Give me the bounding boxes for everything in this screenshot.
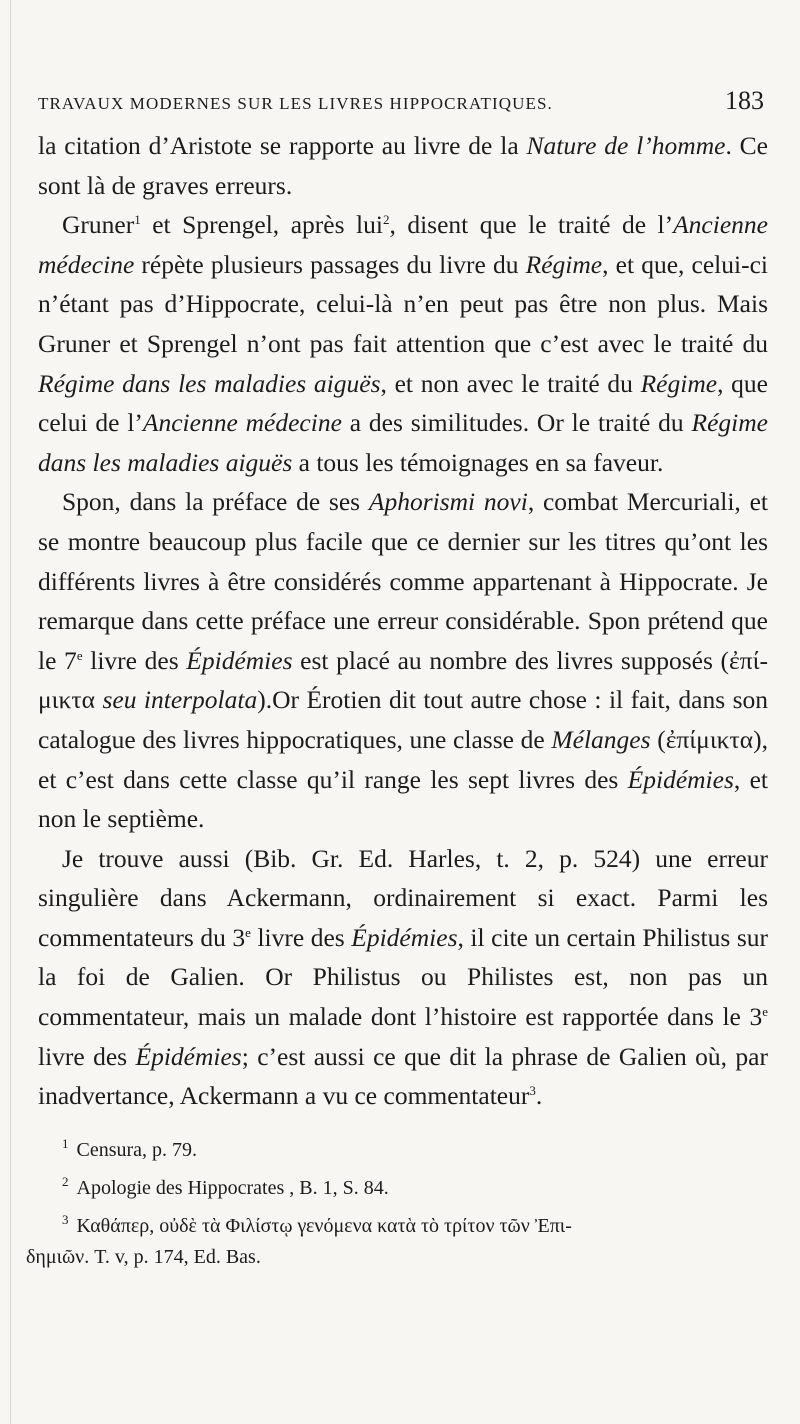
text-run: , et que, celui-ci n’étant pas d’Hippocrate, celui-là n’en peut pas être non plus. Mais Gruner et Sprengel n’ont pas fait attention que c’est avec le traité du	[38, 249, 769, 358]
ordinal-suffix: e	[76, 647, 83, 663]
text-run: Spon, dans la préface de ses	[62, 487, 369, 517]
footnote-text: δημιῶν. T. v, p. 174, Ed. Bas.	[26, 1246, 261, 1268]
body-text	[38, 126, 768, 1116]
book-title: Ancienne médecine	[38, 210, 768, 279]
text-run: ).Or Érotien dit tout autre chose : il fait, dans son catalogue des livres hippocratiques, une classe de	[38, 685, 768, 754]
book-title: Épidémies	[186, 645, 293, 675]
ordinal-suffix: e	[762, 1004, 768, 1020]
footnote-ref: 3	[529, 1083, 536, 1099]
text-run: (ἐπίμικτα), et c’est dans cette classe qu’il range les sept livres des	[38, 724, 769, 794]
paragraph-1	[38, 126, 768, 205]
latin-phrase: seu interpolata	[102, 685, 258, 715]
footnotes	[26, 1128, 752, 1273]
text-run: a des similitudes. Or le traité du	[341, 408, 692, 438]
text-run: et Sprengel, après lui	[140, 210, 383, 240]
running-title: TRAVAUX MODERNES SUR LES LIVRES HIPPOCRATIQUES.	[38, 94, 553, 113]
running-header	[36, 86, 766, 122]
footnote-3-continuation	[26, 1242, 752, 1273]
text-run: , disent que le traité de l’	[389, 210, 674, 240]
text-run: , que celui de l’	[38, 368, 768, 438]
book-title: Régime	[640, 368, 718, 398]
footnote-ref: 2	[382, 212, 390, 228]
text-run: , et non avec le traité du	[380, 368, 641, 398]
text-run: répète plusieurs passages du livre du	[134, 249, 526, 279]
text-run: est placé au nombre des livres supposés (ἐπί-μικτα	[38, 645, 768, 715]
footnote-mark: 3	[62, 1212, 69, 1227]
page-edge-rule	[10, 0, 11, 1424]
text-run: livre des	[38, 1041, 136, 1071]
book-title: Nature de l’homme	[526, 131, 726, 160]
text-run: Gruner	[62, 210, 135, 240]
book-title: Régime	[525, 249, 603, 279]
footnote-2	[62, 1166, 752, 1204]
text-run: la citation d’Aristote se rapporte au livre de la	[38, 131, 527, 160]
page-number: 183	[725, 86, 764, 115]
book-title: Ancienne médecine	[142, 408, 342, 438]
footnote-text: Καθάπερ, οὐδὲ τὰ Φιλίστῳ γενόμενα κατὰ τὸ τρίτον τῶν Ἐπι-	[76, 1215, 572, 1237]
book-title: Épidémies	[627, 764, 734, 794]
text-run: ; c’est aussi ce que dit la phrase de Galien où, par inadvertance, Ackermann a vu ce commentateur	[38, 1041, 768, 1111]
footnote-text: Censura, p. 79.	[76, 1139, 198, 1161]
paragraph-2	[38, 205, 768, 482]
book-title: Mélanges	[551, 724, 651, 754]
text-run: livre des	[82, 645, 187, 675]
book-title: Aphorismi novi	[368, 487, 528, 517]
footnote-mark: 2	[62, 1174, 69, 1189]
ordinal-suffix: e	[245, 924, 251, 940]
text-run: , il cite un certain Philistus sur la foi de Galien. Or Philistus ou Philistes est, non pas un commentateur, mais un malade dont l’histoire est rapportée dans le 3	[38, 922, 769, 1032]
footnote-1	[62, 1128, 752, 1166]
text-run: , et non le septième.	[38, 764, 768, 834]
book-title: Régime dans les maladies aiguës	[38, 408, 768, 477]
text-run: .	[535, 1081, 543, 1111]
footnote-ref: 1	[134, 212, 141, 228]
footnote-text: Apologie des Hippocrates , B. 1, S. 84.	[76, 1177, 389, 1199]
book-title: Régime dans les maladies aiguës	[38, 368, 381, 398]
paragraph-4	[38, 839, 768, 1116]
footnote-3	[62, 1204, 752, 1242]
text-run: , combat Mercuriali, et se montre beaucoup plus facile que ce dernier sur les titres qu’ont les différents livres à être considérés comme appartenant à Hippocrate. Je remarque dans cette préface une erreur considérable. Spon prétend que le 7	[38, 487, 768, 675]
text-run: a tous les témoignages en sa faveur.	[292, 447, 664, 477]
footnote-mark: 1	[62, 1136, 69, 1151]
paragraph-3	[38, 482, 768, 838]
text-run: . Ce sont là de graves erreurs.	[38, 131, 769, 200]
text-run: livre des	[250, 922, 352, 952]
book-title: Épidémies	[135, 1041, 242, 1071]
book-title: Épidémies	[351, 922, 458, 952]
text-run: Je trouve aussi (Bib. Gr. Ed. Harles, t. 2, p. 524) une erreur singulière dans Ackermann, ordinairement si exact. Parmi les commentateurs du 3	[38, 843, 768, 952]
